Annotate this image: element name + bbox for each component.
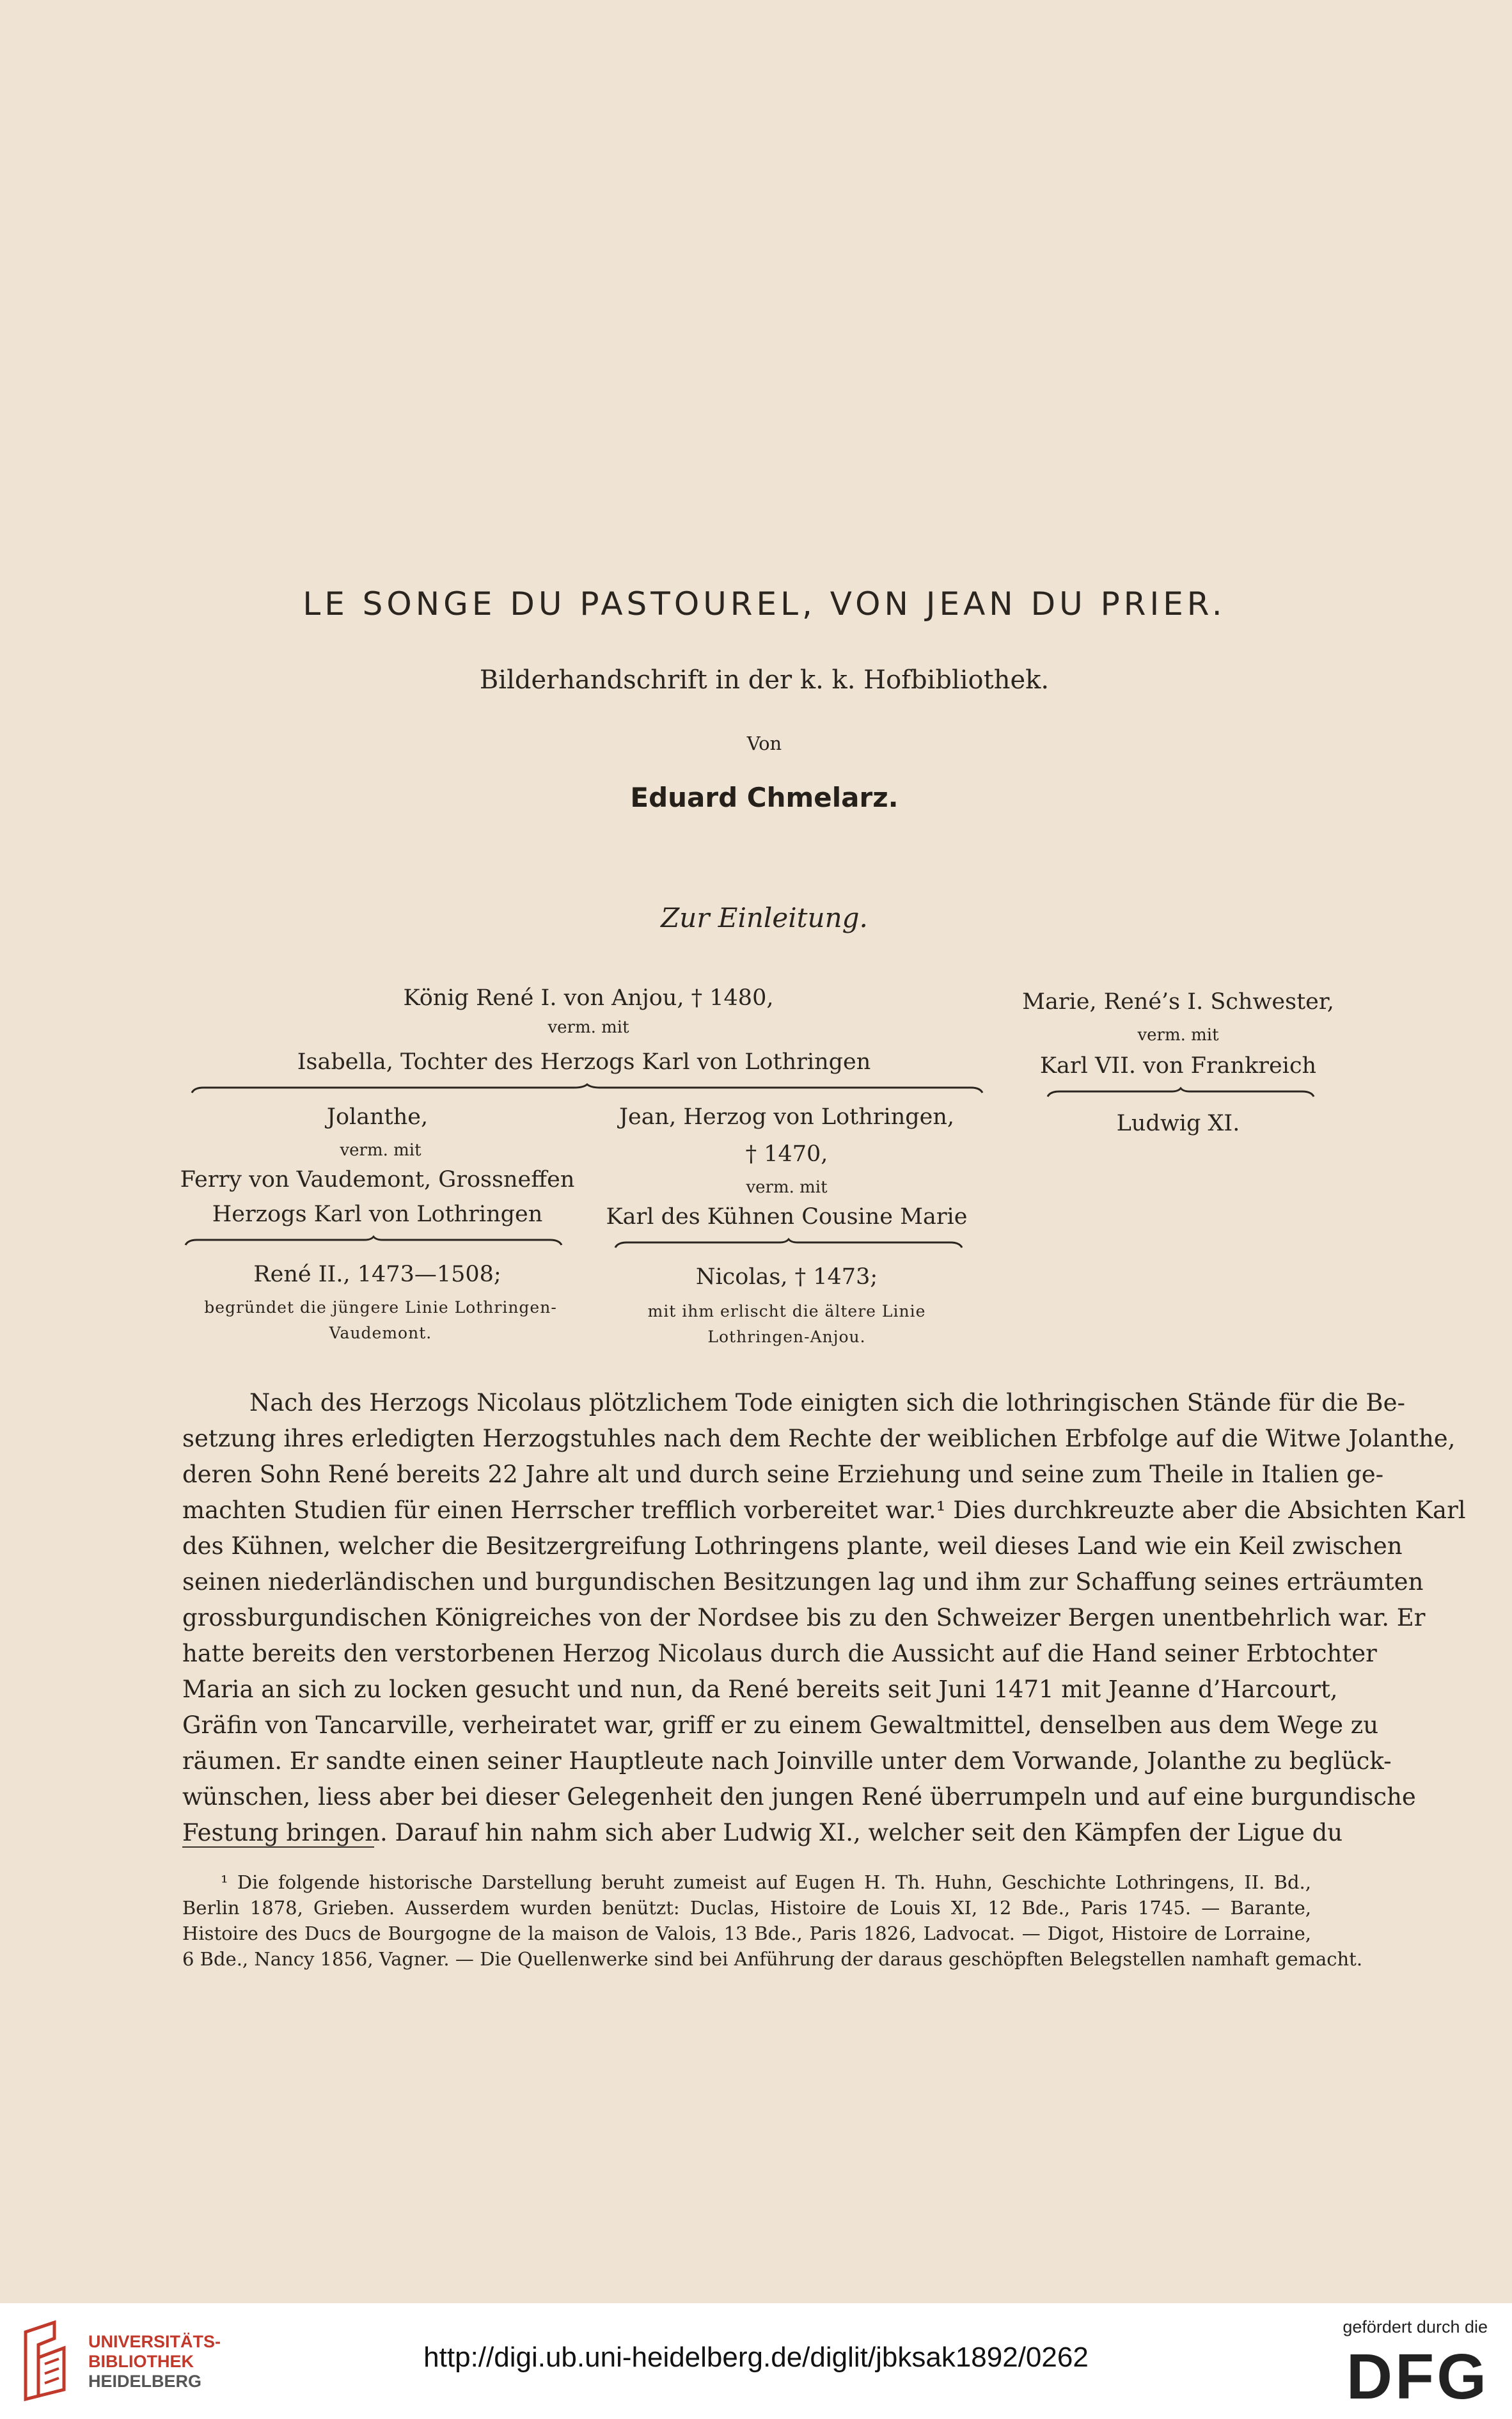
gen-ferry: Ferry von Vaudemont, Grossneffen	[180, 1167, 575, 1193]
section-heading: Zur Einleitung.	[661, 902, 868, 933]
gen-marie-verm: verm. mit	[1137, 1026, 1219, 1045]
footnote-line: 6 Bde., Nancy 1856, Vagner. — Die Quellenwerke sind bei Anführung der daraus geschöpften Belegstellen namhaft gemacht.	[182, 1948, 1363, 1970]
source-url-link[interactable]: http://digi.ub.uni-heidelberg.de/diglit/jbksak1892/0262	[423, 2342, 1089, 2373]
gen-karl7: Karl VII. von Frankreich	[1039, 1053, 1317, 1079]
gen-jean-death: † 1470,	[745, 1141, 828, 1167]
brace-rene1	[191, 1084, 984, 1094]
brace-jean	[614, 1239, 963, 1249]
body-line: räumen. Er sandte einen seiner Hauptleute nach Joinville unter dem Vorwande, Jolanthe zu beglück-	[182, 1747, 1392, 1775]
footnote-line: ¹ Die folgende historische Darstellung beruht zumeist auf Eugen H. Th. Huhn, Geschichte Lothringens, II. Bd.,	[221, 1871, 1311, 1893]
brace-marie	[1046, 1088, 1315, 1098]
body-line: Maria an sich zu locken gesucht und nun, da René bereits seit Juni 1471 mit Jeanne d’Harcourt,	[182, 1676, 1338, 1703]
body-line: grossburgundischen Königreiches von der Nordsee bis zu den Schweizer Bergen unentbehrlich war. Er	[182, 1604, 1426, 1631]
library-name	[88, 2332, 221, 2391]
library-name-line2: BIBLIOTHEK	[88, 2352, 194, 2371]
body-line: wünschen, liess aber bei dieser Gelegenheit den jungen René überrumpeln und auf eine burgundische	[182, 1783, 1416, 1811]
gen-rene1: König René I. von Anjou, † 1480,	[403, 985, 774, 1011]
body-line: Festung bringen. Darauf hin nahm sich aber Ludwig XI., welcher seit den Kämpfen der Ligue du	[182, 1819, 1343, 1846]
subtitle: Bilderhandschrift in der k. k. Hofbibliothek.	[479, 665, 1050, 695]
gen-jean: Jean, Herzog von Lothringen,	[618, 1104, 955, 1130]
body-line: deren Sohn René bereits 22 Jahre alt und durch seine Erziehung und seine zum Theile in Italien ge-	[182, 1461, 1384, 1488]
footnote-divider	[182, 1846, 374, 1848]
gen-ferry2: Herzogs Karl von Lothringen	[212, 1202, 543, 1227]
gen-nicolas-note1: mit ihm erlischt die ältere Linie	[647, 1302, 926, 1321]
library-name-line1: UNIVERSITÄTS-	[88, 2332, 221, 2351]
page-title: LE SONGE DU PASTOUREL, VON JEAN DU PRIER.	[303, 585, 1226, 623]
gen-nicolas: Nicolas, † 1473;	[695, 1264, 878, 1290]
body-paragraph	[182, 1385, 1466, 1851]
byline-von: Von	[746, 733, 782, 754]
funded-by-label: gefördert durch die	[1343, 2317, 1488, 2336]
footnote	[182, 1869, 1363, 1972]
gen-rene2-note1: begründet die jüngere Linie Lothringen-	[204, 1298, 557, 1317]
gen-jean-verm: verm. mit	[746, 1178, 828, 1197]
gen-nicolas-note2: Lothringen-Anjou.	[707, 1328, 866, 1346]
gen-rene2-note2: Vaudemont.	[329, 1324, 432, 1342]
footnote-line: Berlin 1878, Grieben. Ausserdem wurden benützt: Duclas, Histoire de Louis XI, 12 Bde., Paris 1745. — Barante,	[182, 1897, 1311, 1919]
body-line: Nach des Herzogs Nicolaus plötzlichem Tode einigten sich die lothringischen Stände für die Be-	[249, 1389, 1405, 1416]
body-line: seinen niederländischen und burgundischen Besitzungen lag und ihm zur Schaffung seines erträumten	[182, 1568, 1424, 1596]
ub-heidelberg-logo-icon	[19, 2319, 70, 2402]
body-line: setzung ihres erledigten Herzogstuhles nach dem Rechte der weiblichen Erbfolge auf die Witwe Jolanthe,	[182, 1425, 1456, 1452]
body-line: Gräfin von Tancarville, verheiratet war, griff er zu einem Gewaltmittel, denselben aus dem Wege zu	[182, 1711, 1379, 1739]
author-name: Eduard Chmelarz.	[630, 782, 899, 813]
gen-rene2: René II., 1473—1508;	[253, 1262, 501, 1287]
body-line: machten Studien für einen Herrscher trefflich vorbereitet war.¹ Dies durchkreuzte aber die Absichten Karl	[182, 1496, 1466, 1524]
footnote-line: Histoire des Ducs de Bourgogne de la maison de Valois, 13 Bde., Paris 1826, Ladvocat. — Digot, Histoire de Lorraine,	[182, 1923, 1311, 1944]
gen-karl-kuehn: Karl des Kühnen Cousine Marie	[606, 1204, 968, 1230]
gen-marie: Marie, René’s I. Schwester,	[1022, 989, 1334, 1015]
dfg-logo: DFG	[1346, 2341, 1489, 2413]
gen-jolanthe: Jolanthe,	[326, 1104, 429, 1130]
gen-jolanthe-verm: verm. mit	[340, 1141, 421, 1160]
gen-isabella: Isabella, Tochter des Herzogs Karl von Lothringen	[297, 1049, 871, 1075]
gen-ludwig: Ludwig XI.	[1116, 1111, 1240, 1136]
gen-rene1-verm: verm. mit	[547, 1018, 629, 1037]
body-line: hatte bereits den verstorbenen Herzog Nicolaus durch die Aussicht auf die Hand seiner Erbtochter	[182, 1640, 1377, 1667]
body-line: des Kühnen, welcher die Besitzergreifung Lothringens plante, weil dieses Land wie ein Keil zwischen	[182, 1532, 1403, 1560]
library-name-line3: HEIDELBERG	[88, 2372, 202, 2391]
brace-jolanthe	[184, 1236, 563, 1246]
